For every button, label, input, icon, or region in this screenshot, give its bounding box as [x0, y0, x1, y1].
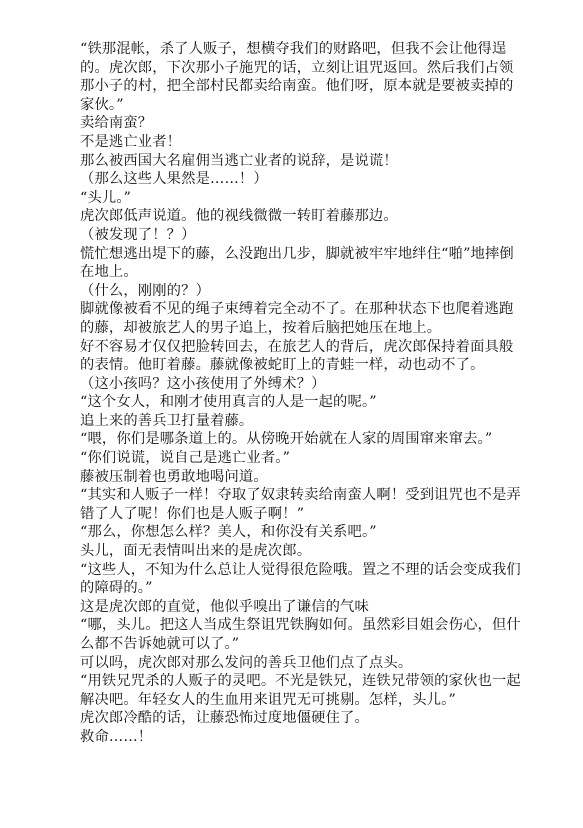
paragraph-6: “头儿。” [80, 189, 132, 206]
paragraph-5: （那么这些人果然是……！） [80, 171, 268, 188]
paragraph-10: （什么，刚刚的？） [80, 282, 211, 299]
paragraph-26: “用铁兄咒杀的人贩子的灵吧。不光是铁兄，连铁兄带领的家伙也一起解决吧。年轻女人的生血用来诅咒无可挑剔。怎样，头儿。” [80, 673, 521, 708]
paragraph-14: “这个女人，和刚才使用真言的人是一起的呢。” [80, 394, 377, 411]
paragraph-12: 好不容易才仅仅把脸转回去，在旅艺人的背后，虎次郎保持着面具般的表情。他盯着藤。藤就像被蛇盯上的青蛙一样，动也动不了。 [80, 338, 514, 374]
paragraph-15: 追上来的善兵卫打量着藤。 [80, 412, 254, 429]
paragraph-21: 头儿，面无表情叫出来的是虎次郎。 [80, 543, 312, 560]
paragraph-25: 可以吗，虎次郎对那么发问的善兵卫他们点了点头。 [80, 654, 413, 671]
paragraph-27: 虎次郎冷酷的话，让藤恐怖过度地僵硬住了。 [80, 710, 369, 727]
paragraph-20: “那么，你想怎么样？美人，和你没有关系吧。” [80, 524, 377, 541]
paragraph-16: “喂，你们是哪条道上的。从傍晚开始就在人家的周围窜来窜去。” [80, 431, 493, 448]
paragraph-8: （被发现了！？） [80, 226, 196, 243]
paragraph-22: “这些人，不知为什么总让人觉得很危险哦。置之不理的话会变成我们的障碍的。” [80, 561, 521, 597]
paragraph-13: （这小孩吗？这小孩使用了外缚术？） [80, 375, 326, 392]
paragraph-3: 不是逃亡业者！ [80, 133, 182, 150]
paragraph-18: 藤被压制着也勇敢地喝问道。 [80, 468, 268, 485]
paragraph-17: “你们说谎，说自己是逃亡业者。” [80, 450, 291, 467]
paragraph-4: 那么被西国大名雇佣当逃亡业者的说辞，是说谎！ [80, 152, 398, 169]
paragraph-23: 这是虎次郎的直觉，他似乎嗅出了谦信的气味 [80, 598, 369, 615]
paragraph-28: 救命……！ [80, 728, 153, 745]
paragraph-9: 慌忙想逃出堤下的藤，么没跑出几步，脚就被牢牢地绊住“啪”地摔倒在地上。 [80, 245, 514, 281]
paragraph-24: “哪，头儿。把这人当成生祭诅咒铁胸如何。虽然彩目姐会伤心，但什么都不告诉她就可以了。” [80, 617, 521, 652]
paragraph-7: 虎次郎低声说道。他的视线微微一转盯着藤那边。 [80, 208, 398, 225]
paragraph-19: “其实和人贩子一样！夺取了奴隶转卖给南蛮人啊！受到诅咒也不是弄错了人了呢！你们也是人贩子啊！” [80, 487, 521, 522]
paragraph-11: 脚就像被看不见的绳子束缚着完全动不了。在那种状态下也爬着逃跑的藤，却被旅艺人的男子追上，按着后脑把她压在地上。 [80, 301, 514, 336]
paragraph-2: 卖给南蛮？ [80, 115, 153, 132]
paragraph-1: “铁那混帐，杀了人贩子，想横夺我们的财路吧，但我不会让他得逞的。虎次郎，下次那小子施咒的话，立刻让诅咒返回。然后我们占领那小子的村，把全部村民都卖给南蛮。他们呀，原本就是要被卖掉的家伙。” [80, 41, 514, 113]
